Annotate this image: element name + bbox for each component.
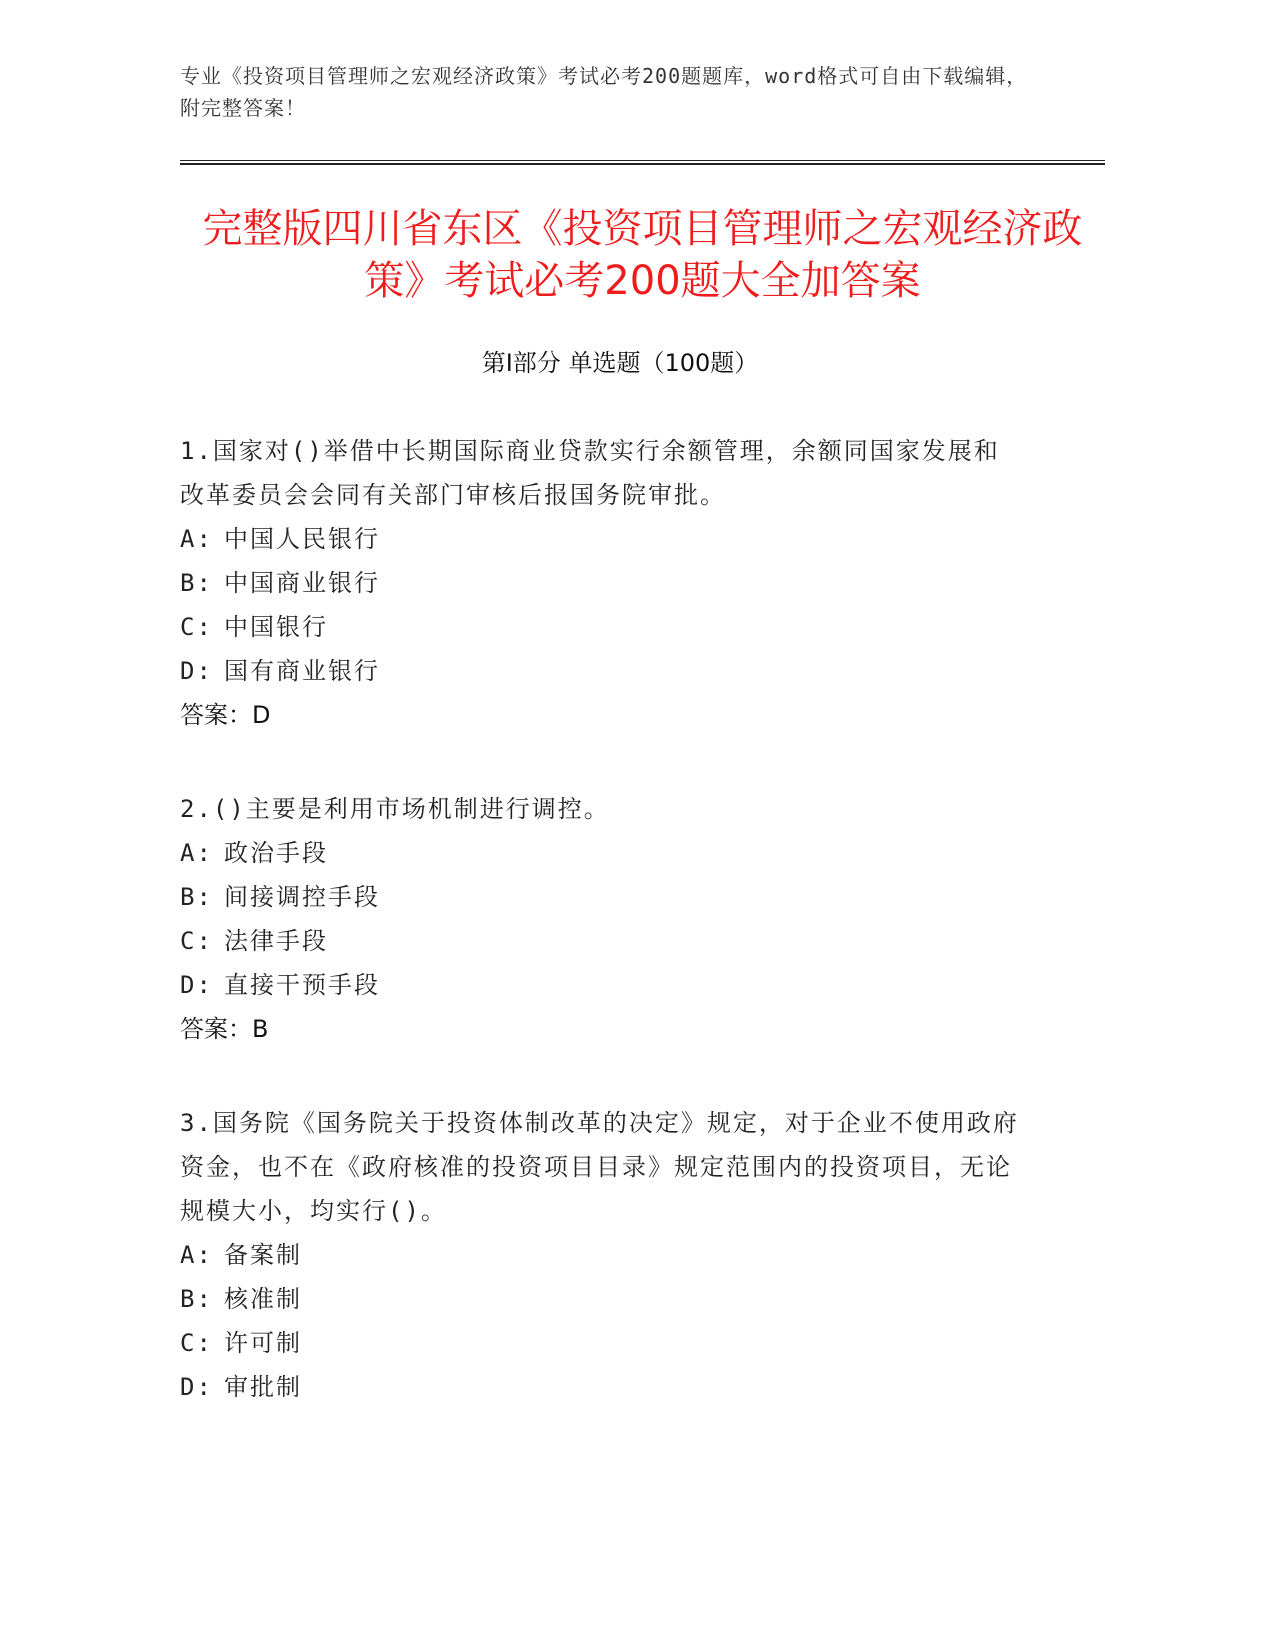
option-text: 许可制	[224, 1329, 302, 1357]
section-title: 第Ⅰ部分 单选题（100题）	[481, 349, 759, 377]
option-d	[180, 649, 1020, 693]
option-a	[180, 831, 1020, 875]
question-text: 2.()主要是利用市场机制进行调控。	[180, 795, 610, 823]
answer: 答案：D	[180, 701, 271, 729]
option-text: 法律手段	[224, 927, 328, 955]
option-d	[180, 963, 1020, 1007]
option-text: 政治手段	[224, 839, 328, 867]
option-key: D:	[180, 971, 213, 999]
option-b	[180, 1277, 1020, 1321]
header-note: 专业《投资项目管理师之宏观经济政策》考试必考200题题库，word格式可自由下载编辑，附完整答案！	[180, 64, 1028, 120]
option-text: 审批制	[224, 1373, 302, 1401]
option-c	[180, 605, 1020, 649]
option-key: C:	[180, 927, 213, 955]
option-key: A:	[180, 1241, 213, 1269]
option-a	[180, 517, 1020, 561]
option-text: 核准制	[224, 1285, 302, 1313]
option-text: 直接干预手段	[224, 971, 380, 999]
question-1	[180, 429, 1020, 737]
option-key: A:	[180, 525, 213, 553]
option-text: 中国银行	[224, 613, 328, 641]
option-text: 国有商业银行	[224, 657, 380, 685]
option-d	[180, 1365, 1020, 1409]
document-title: 完整版四川省东区《投资项目管理师之宏观经济政策》考试必考200题大全加答案	[202, 206, 1083, 304]
option-key: B:	[180, 883, 213, 911]
option-key: B:	[180, 1285, 213, 1313]
option-key: D:	[180, 657, 213, 685]
option-c	[180, 919, 1020, 963]
option-key: C:	[180, 1329, 213, 1357]
question-2	[180, 787, 1020, 1051]
header-divider	[180, 160, 1105, 165]
document-page	[180, 60, 1105, 1409]
option-key: A:	[180, 839, 213, 867]
option-b	[180, 875, 1020, 919]
option-text: 备案制	[224, 1241, 302, 1269]
answer: 答案：B	[180, 1015, 269, 1043]
option-text: 中国商业银行	[224, 569, 380, 597]
option-text: 间接调控手段	[224, 883, 380, 911]
option-a	[180, 1233, 1020, 1277]
option-b	[180, 561, 1020, 605]
option-text: 中国人民银行	[224, 525, 380, 553]
option-key: C:	[180, 613, 213, 641]
option-c	[180, 1321, 1020, 1365]
question-text: 1.国家对()举借中长期国际商业贷款实行余额管理，余额同国家发展和改革委员会会同有关部门审核后报国务院审批。	[180, 437, 1000, 509]
option-key: B:	[180, 569, 213, 597]
question-3	[180, 1101, 1020, 1409]
option-key: D:	[180, 1373, 213, 1401]
question-text: 3.国务院《国务院关于投资体制改革的决定》规定，对于企业不使用政府资金，也不在《政府核准的投资项目目录》规定范围内的投资项目，无论规模大小，均实行()。	[180, 1109, 1019, 1225]
